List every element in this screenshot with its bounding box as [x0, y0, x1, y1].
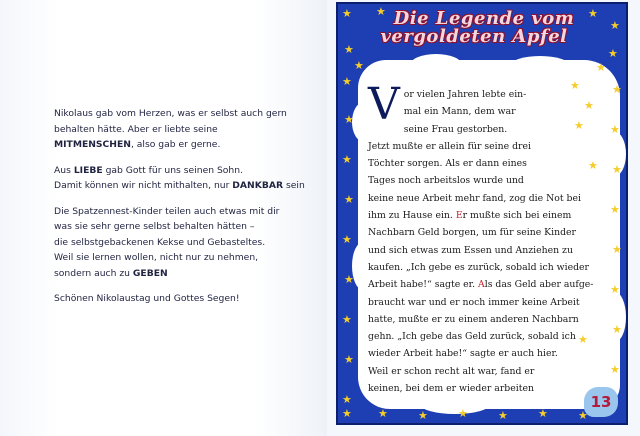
text-run: Weil sie lernen wollen, nicht nur zu nehmen, [54, 252, 259, 263]
text-run: sein [283, 180, 305, 191]
star-icon: ★ [612, 163, 622, 176]
text-run: wieder Arbeit habe!“ sagte er auch hier. [368, 348, 558, 360]
text-run: Arbeit habe!“ sagte er. [368, 279, 478, 291]
star-icon: ★ [612, 83, 622, 96]
left-line [54, 291, 324, 307]
left-line [54, 250, 324, 266]
text-run: Damit können wir nicht mithalten, nur [54, 180, 233, 191]
star-icon: ★ [342, 233, 352, 246]
star-icon: ★ [610, 203, 620, 216]
text-run: Die Spatzennest-Kinder teilen auch etwas mit dir [54, 205, 280, 217]
star-icon: ★ [612, 323, 622, 336]
star-icon: ★ [376, 5, 386, 18]
left-line [54, 122, 324, 138]
story-line [368, 311, 616, 328]
left-line [54, 235, 324, 251]
text-run: seine Frau gestorben. [403, 123, 508, 135]
star-icon: ★ [588, 159, 598, 172]
star-icon: ★ [342, 7, 352, 20]
text-run: kaufen. „Ich gebe es zurück, sobald ich wieder [368, 261, 589, 273]
star-icon: ★ [498, 409, 508, 422]
star-icon: ★ [344, 193, 354, 206]
star-icon: ★ [596, 61, 606, 74]
star-icon: ★ [342, 393, 352, 406]
left-line [54, 204, 324, 220]
title-line-2: vergoldeten Apfel [380, 26, 568, 47]
star-icon: ★ [610, 123, 620, 136]
star-icon: ★ [578, 409, 588, 422]
text-run: Tages noch arbeitslos wurde und [368, 175, 524, 187]
left-paragraph [54, 204, 324, 282]
text-run: Aus [54, 164, 74, 176]
story-line [368, 103, 616, 120]
text-run: gab Gott für uns seinen Sohn. [102, 164, 243, 176]
star-icon: ★ [610, 19, 620, 32]
starry-frame [336, 2, 628, 425]
story-line [368, 172, 616, 189]
text-run: Jetzt mußte er allein für seine drei [368, 140, 531, 152]
text-run: mal ein Mann, dem war [403, 106, 516, 118]
star-icon: ★ [458, 407, 468, 420]
emphasis-word: GEBEN [132, 267, 168, 279]
right-page [327, 0, 640, 436]
star-icon: ★ [578, 333, 588, 346]
story-line [368, 345, 616, 362]
story-line [368, 207, 616, 224]
story-title [354, 7, 614, 56]
left-line [54, 137, 324, 153]
red-initial: A [478, 279, 485, 291]
star-icon: ★ [342, 313, 352, 326]
star-icon: ★ [612, 243, 622, 256]
text-run: was sie sehr gerne selbst behalten hätten – [54, 221, 255, 232]
story-line [368, 155, 616, 172]
story-line [368, 224, 616, 241]
text-run: gehn. „Ich gebe das Geld zurück, sobald ich [368, 331, 576, 343]
star-icon: ★ [344, 43, 354, 56]
star-icon: ★ [574, 119, 584, 132]
star-icon: ★ [608, 47, 618, 60]
star-icon: ★ [538, 407, 548, 420]
text-run: Nikolaus gab vom Herzen, was er selbst auch gern [54, 108, 287, 119]
left-line [54, 178, 324, 194]
text-run: Nachbarn Geld borgen, um für seine Kinder [368, 227, 576, 239]
story-line [368, 242, 616, 259]
left-line [54, 106, 324, 122]
text-run: ls das Geld aber aufge- [484, 279, 594, 291]
text-run: Töchter sorgen. Als er dann eines [368, 158, 527, 170]
story-line [368, 363, 616, 380]
star-icon: ★ [584, 99, 594, 112]
star-icon: ★ [344, 113, 354, 126]
text-run: keine neue Arbeit mehr fand, zog die Not bei [368, 192, 581, 204]
left-paragraph [54, 163, 324, 194]
text-run: Weil er schon recht alt war, fand er [368, 365, 535, 377]
text-run: or vielen Jahren lebte ein- [403, 89, 527, 100]
left-page-text [54, 106, 324, 317]
text-run: braucht war und er noch immer keine Arbeit [368, 296, 580, 308]
text-run: sondern auch zu [54, 267, 133, 279]
red-initial: E [455, 210, 463, 222]
story-cloud [360, 62, 618, 407]
star-icon: ★ [344, 353, 354, 366]
star-icon: ★ [354, 59, 364, 72]
story-line [368, 138, 616, 155]
text-run: ihm zu Hause ein. [368, 210, 456, 222]
emphasis-word: DANKBAR [232, 180, 284, 191]
star-icon: ★ [610, 283, 620, 296]
story-text [368, 79, 616, 397]
text-run: r mußte sich bei einem [462, 210, 572, 222]
emphasis-word: LIEBE [73, 164, 103, 176]
text-run: behalten hätte. Aber er liebte seine [54, 123, 218, 135]
story-line [368, 259, 616, 276]
title-line-1: Die Legende vom [393, 8, 575, 29]
text-run: und sich etwas zum Essen und Anziehen zu [368, 244, 573, 256]
page-number: 13 [584, 387, 618, 417]
story-line [368, 380, 616, 397]
left-line [54, 266, 324, 282]
left-line [54, 219, 324, 235]
star-icon: ★ [342, 407, 352, 420]
emphasis-word: MITMENSCHEN [54, 139, 131, 150]
text-run: , also gab er gerne. [130, 139, 221, 150]
story-line [368, 276, 616, 293]
left-line [54, 163, 324, 179]
left-paragraph [54, 291, 324, 307]
star-icon: ★ [570, 79, 580, 92]
left-paragraph [54, 106, 324, 153]
text-run: hatte, mußte er zu einem anderen Nachbarn [368, 313, 579, 325]
star-icon: ★ [344, 273, 354, 286]
text-run: keinen, bei dem er wieder arbeiten [368, 383, 534, 395]
text-run: Schönen Nikolaustag und Gottes Segen! [54, 293, 240, 304]
star-icon: ★ [418, 409, 428, 422]
story-line [368, 190, 616, 207]
star-icon: ★ [610, 363, 620, 376]
story-line [368, 294, 616, 311]
star-icon: ★ [588, 7, 598, 20]
star-icon: ★ [342, 153, 352, 166]
text-run: die selbstgebackenen Kekse und Gebasteltes. [54, 236, 266, 248]
drop-cap: V [368, 79, 400, 130]
star-icon: ★ [378, 407, 388, 420]
star-icon: ★ [342, 75, 352, 88]
